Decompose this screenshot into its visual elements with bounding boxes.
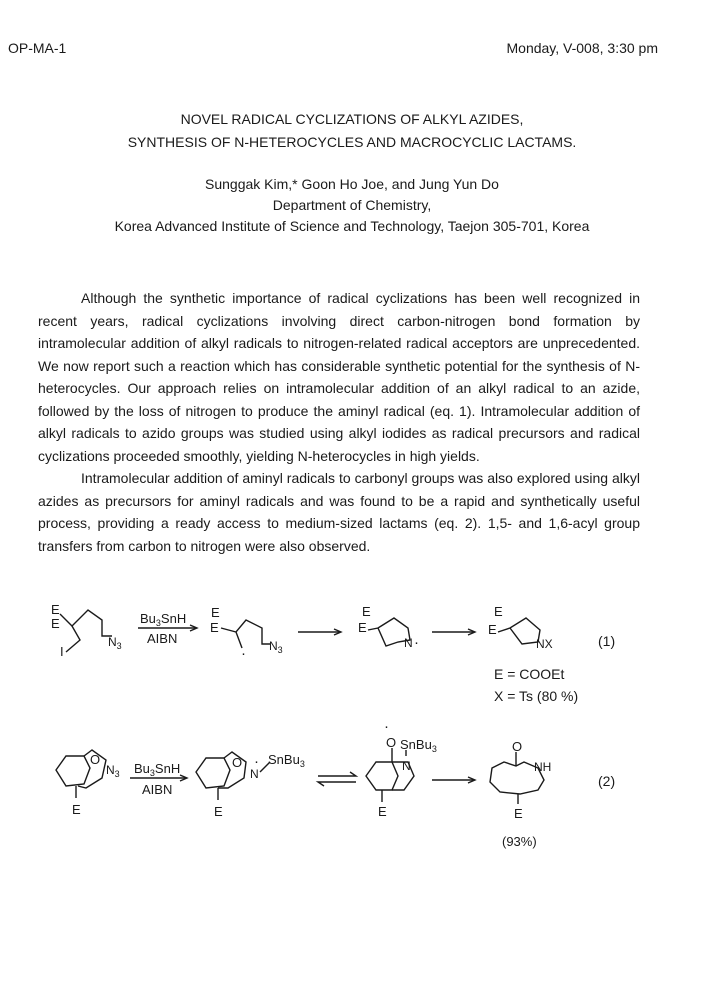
- scheme2-aminyl-radical: [196, 752, 305, 819]
- author-institution: Korea Advanced Institute of Science and Technology, Taejon 305-701, Korea: [114, 218, 590, 234]
- title-line-2: SYNTHESIS OF N-HETEROCYCLES AND MACROCYCLIC LACTAMS.: [127, 134, 577, 150]
- ester-label-left: E: [51, 616, 60, 631]
- radical-dot: ·: [414, 634, 419, 651]
- lactam-yield: (93%): [502, 834, 537, 849]
- equation-label-2: (2): [598, 773, 616, 789]
- scheme1-starting-material: [51, 602, 122, 659]
- session-code: OP-MA-1: [8, 40, 67, 56]
- ester-label: E: [214, 804, 223, 819]
- ester-label: E: [72, 802, 81, 817]
- carbonyl-oxygen: O: [90, 752, 101, 767]
- scheme2-lactam-product: [490, 739, 551, 821]
- scheme2-alkoxy-radical: [366, 718, 437, 819]
- ester-label-top: E: [211, 605, 220, 620]
- azide-label: $N_3$: [106, 763, 120, 779]
- ester-label-left: E: [358, 620, 367, 635]
- radical-dot: ·: [254, 753, 259, 770]
- ester-label-top: E: [494, 604, 503, 619]
- n-protected-nitrogen: NX: [536, 637, 553, 651]
- reagent-aibn: AIBN: [142, 782, 173, 797]
- azide-label: $N_3$: [108, 635, 122, 651]
- radical-dot: ·: [241, 645, 246, 662]
- session-schedule: Monday, V-008, 3:30 pm: [506, 40, 658, 56]
- ring-nitrogen: N: [404, 636, 413, 650]
- ester-label: E: [378, 804, 387, 819]
- ester-label-left: E: [210, 620, 219, 635]
- ester-label-top: E: [362, 604, 371, 619]
- azide-label: $N_3$: [269, 639, 283, 655]
- reagent-aibn: AIBN: [147, 631, 178, 646]
- scheme1-reagent-arrow: [138, 611, 197, 646]
- scheme2-starting-material: [56, 750, 120, 817]
- equation-1: [51, 602, 615, 704]
- alkoxy-oxygen: O: [386, 735, 397, 750]
- ring-nitrogen: N: [402, 759, 411, 773]
- legend-x-yield: X = Ts (80 %): [494, 688, 579, 704]
- scheme1-radical-intermediate: [210, 605, 283, 662]
- author-block: [0, 174, 704, 237]
- reagent-tin-hydride: $Bu_3SnH$: [140, 611, 187, 628]
- scheme1-product: [488, 604, 553, 651]
- ester-label-top: E: [51, 602, 60, 617]
- radical-dot: ·: [384, 718, 389, 735]
- scheme1-aminyl-radical: [358, 604, 419, 651]
- equilibrium-arrows: [318, 772, 356, 786]
- reagent-tin-hydride: $Bu_3SnH$: [134, 761, 181, 778]
- lactam-oxygen: O: [512, 739, 523, 754]
- tributylstannyl-label: SnBu$_3$: [400, 737, 437, 754]
- scheme2-reagent-arrow: [130, 761, 187, 797]
- legend-e: E = COOEt: [494, 666, 565, 682]
- equation-2: [56, 718, 615, 849]
- abstract-paragraph-1: Although the synthetic importance of radical cyclizations has been well recognized in recent years, radical cyclizations involving direct carbon-nitrogen bond formation by intramolecular addition of alkyl radicals to nitrogen-related radical acceptors are unprecedented. We now report such a reaction which has considerable synthetic potential for the synthesis of N-heterocycles. Our approach relies on intramolecular addition of an alkyl radical to an azide, followed by the loss of nitrogen to produce the aminyl radical (eq. 1). Intramolecular addition of alkyl radicals to azido groups was studied using alkyl iodides as radical precursors and radical cyclizations proceeded smoothly, yielding N-heterocycles in high yields.: [38, 290, 640, 464]
- carbonyl-oxygen: O: [232, 755, 243, 770]
- abstract-body: [38, 287, 640, 557]
- ester-label: E: [514, 806, 523, 821]
- title-line-1: NOVEL RADICAL CYCLIZATIONS OF ALKYL AZIDES,: [180, 111, 524, 127]
- author-department: Department of Chemistry,: [272, 197, 432, 213]
- lactam-nh: NH: [534, 760, 552, 774]
- tributylstannyl-label: SnBu$_3$: [268, 752, 305, 769]
- iodine-label: I: [60, 644, 64, 659]
- abstract-paragraph-2: Intramolecular addition of aminyl radicals to carbonyl groups was also explored using alkyl azides as precursors for aminyl radicals and was found to be a rapid and synthetically useful process, providing a ready access to medium-sized lactams (eq. 2). 1,5- and 1,6-acyl group transfers from carbon to nitrogen were also observed.: [38, 470, 640, 554]
- equation-label-1: (1): [598, 633, 616, 649]
- paper-title: [0, 108, 704, 154]
- ester-label-left: E: [488, 622, 497, 637]
- author-names: Sunggak Kim,* Goon Ho Joe, and Jung Yun Do: [205, 176, 499, 192]
- aminyl-nitrogen: N: [250, 767, 259, 781]
- reaction-schemes: [0, 590, 704, 880]
